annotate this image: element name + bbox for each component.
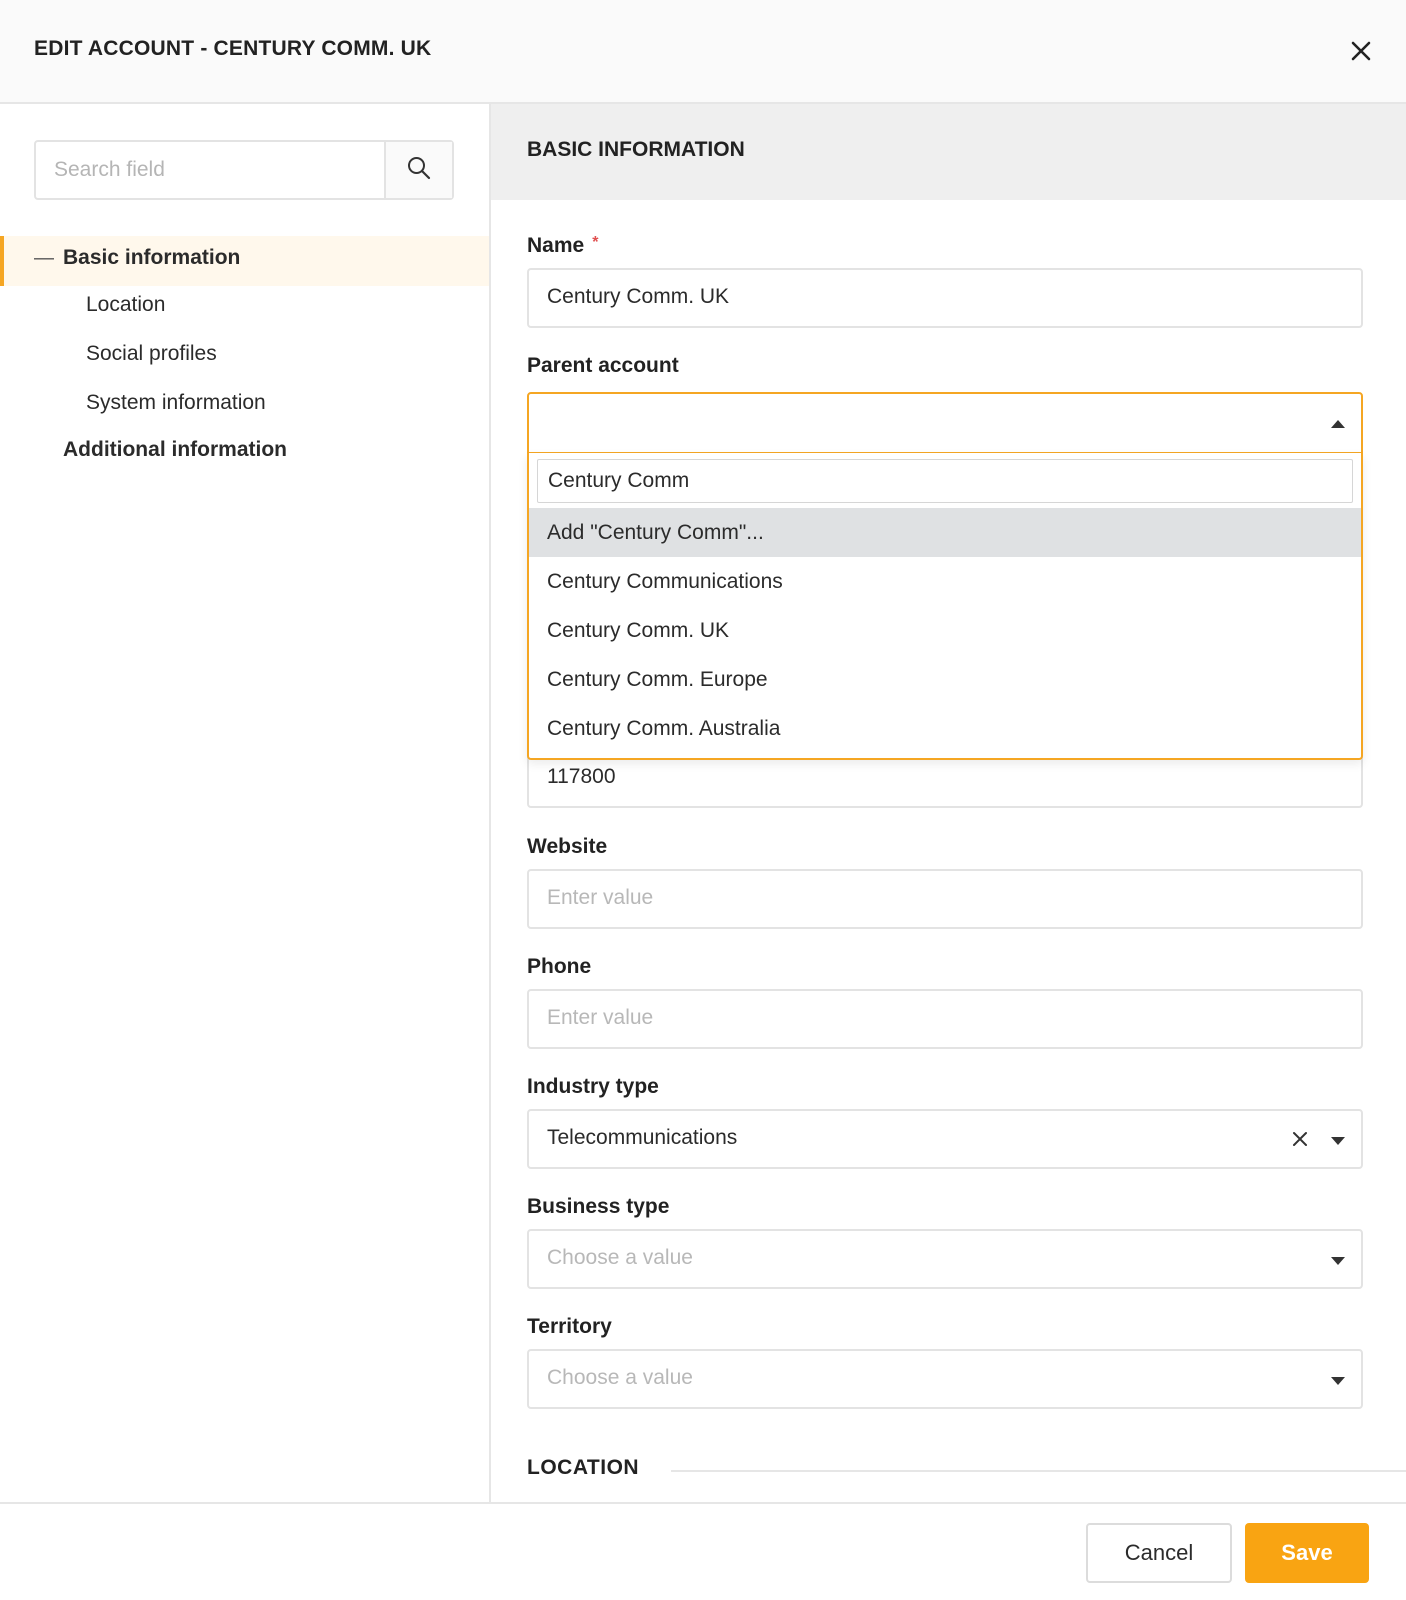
section-divider — [671, 1470, 1406, 1472]
industry-type-select[interactable] — [527, 1109, 1363, 1169]
modal-footer — [0, 1502, 1406, 1600]
hidden-field-value: 117800 — [547, 765, 616, 788]
modal-title: EDIT ACCOUNT - CENTURY COMM. UK — [34, 37, 432, 60]
sidebar-item-location[interactable]: Location — [86, 293, 166, 316]
dropdown-search-input[interactable] — [537, 459, 1353, 503]
search-icon — [406, 155, 432, 186]
chevron-down-icon[interactable] — [1331, 1137, 1345, 1145]
business-type-label: Business type — [527, 1195, 670, 1218]
name-label: Name * — [527, 234, 599, 257]
name-value: Century Comm. UK — [547, 285, 730, 308]
industry-type-value: Telecommunications — [547, 1126, 738, 1149]
parent-account-dropdown — [527, 453, 1363, 760]
sidebar — [0, 104, 491, 1502]
dropdown-option[interactable]: Century Comm. Europe — [547, 668, 768, 691]
location-section-title: LOCATION — [527, 1456, 640, 1479]
parent-account-label: Parent account — [527, 354, 679, 377]
main-form — [491, 104, 1406, 1502]
territory-label: Territory — [527, 1315, 612, 1338]
sidebar-item-social-profiles[interactable]: Social profiles — [86, 342, 217, 365]
dropdown-option-add[interactable]: Add "Century Comm"... — [529, 508, 1361, 557]
name-field[interactable] — [527, 268, 1363, 328]
phone-field[interactable] — [527, 989, 1363, 1049]
section-header — [491, 104, 1406, 200]
clear-icon[interactable] — [1289, 1128, 1311, 1150]
cancel-button[interactable]: Cancel — [1086, 1523, 1232, 1583]
sidebar-item-additional-information[interactable]: Additional information — [63, 438, 287, 461]
website-label: Website — [527, 835, 608, 858]
caret-up-icon[interactable] — [1331, 420, 1345, 428]
territory-select[interactable] — [527, 1349, 1363, 1409]
dropdown-option[interactable]: Century Comm. Australia — [547, 717, 781, 740]
phone-label: Phone — [527, 955, 592, 978]
sidebar-item-label: Basic information — [63, 246, 241, 269]
chevron-down-icon[interactable] — [1331, 1377, 1345, 1385]
search-input[interactable] — [36, 142, 384, 198]
website-field[interactable] — [527, 869, 1363, 929]
phone-placeholder: Enter value — [547, 1006, 654, 1029]
website-placeholder: Enter value — [547, 886, 654, 909]
save-button[interactable]: Save — [1245, 1523, 1369, 1583]
industry-type-label: Industry type — [527, 1075, 659, 1098]
chevron-down-icon[interactable] — [1331, 1257, 1345, 1265]
dropdown-option[interactable]: Century Communications — [547, 570, 783, 593]
sidebar-item-basic-information[interactable] — [0, 236, 489, 286]
search-button[interactable] — [384, 142, 452, 198]
business-type-select[interactable] — [527, 1229, 1363, 1289]
sidebar-item-system-information[interactable]: System information — [86, 391, 266, 414]
search-box — [34, 140, 454, 200]
close-icon[interactable] — [1346, 36, 1376, 66]
territory-placeholder: Choose a value — [547, 1366, 693, 1389]
parent-account-select[interactable] — [527, 392, 1363, 454]
collapse-dash-icon: — — [34, 247, 54, 269]
business-type-placeholder: Choose a value — [547, 1246, 693, 1269]
required-marker: * — [592, 234, 599, 251]
section-title: BASIC INFORMATION — [527, 138, 745, 161]
dropdown-option[interactable]: Century Comm. UK — [547, 619, 730, 642]
modal-header — [0, 0, 1406, 104]
